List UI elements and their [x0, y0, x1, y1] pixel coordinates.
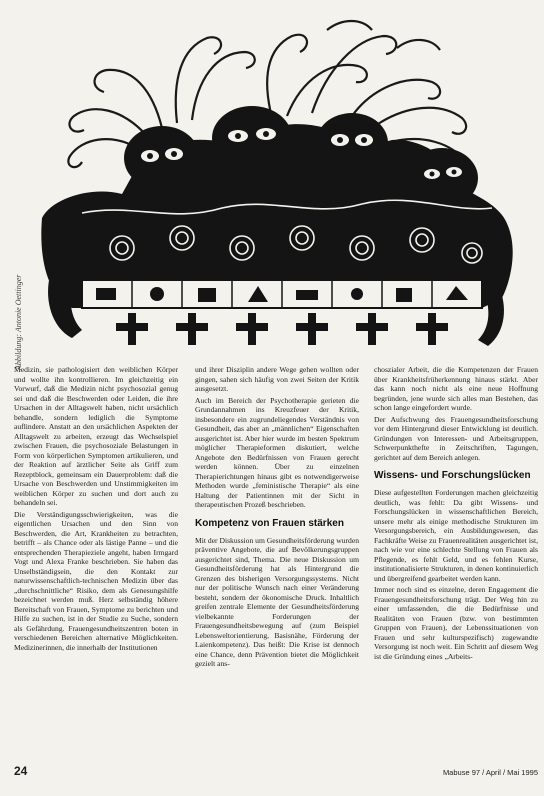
- paragraph: Auch im Bereich der Psychotherapie gerieten die Grundannahmen ins Kreuzfeuer der Kritik, insbesondere ein zugrundeliegendes Verständnis von Gesundheit, das aber an „männlichen“ Eigenschaften ausgerichtet ist. Aber hier wurde im besten Spektrum möglicher Therapieformen diskutiert, welche Angebote den Bedürfnissen von Frauen gerecht werden können. Über zu einzelnen Therapierichtungen hinaus gibt es notwendigerweise Methoden wurde „feministische Therapie“ als eine Haltung der Patientinnen mit der Sicht in therapeutischen Prozeß beschrieben.: [195, 395, 359, 509]
- paragraph: Diese aufgestellten Forderungen machen gleichzeitig deutlich, was fehlt: Da gibt Wissens- und Forschungslücken in wissenschaftlichen Bereich, unsere mehr als einige methodische Strukturen im Versorgungsbereich, ein Ausbildungswesen, das Fachkräfte Weise zu Frauenrealitäten ausgerichtet ist, nach wie vor eine schlechte Stellung von Frauen als Pflegende, es fehlt Geld, und es fehlen Kurse, institutionalisierte Strukturen, in denen kontinuierlich und übergreifend gearbeitet werden kann.: [374, 488, 538, 583]
- paragraph: choszialer Arbeit, die die Kompetenzen der Frauen über Krankheitsfrüherkennung hinaus stärkt. Aber das kann noch nicht als eine neue Hoffnung begründen, jene wurde sich alles man Bestehen, das schon lange eingefordert wurde.: [374, 365, 538, 412]
- bottom-panels: [82, 280, 482, 308]
- text-column-3: [374, 365, 538, 757]
- section-heading-kompetenz: Kompetenz von Frauen stärken: [195, 517, 344, 529]
- crosses: [116, 313, 448, 345]
- page-number: 24: [14, 764, 28, 778]
- paragraph: Mit der Diskussion um Gesundheitsförderung wurden präventive Angebote, die auf Bevölkerungsgruppen ausgerichtet sind, Thema. Die neue Diskussion um Gesundheitsförderung hat als Hintergrund die Grenzen des bisherigen Versorgungssystems. Nicht nur der politische Wunsch nach einer Veränderung besteht, sondern der ökonomische Druck. Inhaltlich greifen zentrale Elemente der Gesundheitsförderung vielbekannte Forderungen der Frauengesundheitsbewegung auf (zum Beispiel Lebensweltorientierung, Basisnähe, Förderung der Laienkompetenz). Das heißt: Die Krise ist dennoch eine Chance, denn Prävention bietet die Möglichkeit gezielt ans-: [195, 535, 359, 668]
- paragraph: Immer noch sind es einzelne, deren Engagement die Frauengesundheitsforschung trägt. Der Weg hin zu einer umfassenden, die die Bedürfnisse und Realitäten von Frauen (bzw. von bestimmten Gruppen von Frauen), der Lebenssituationen von Frauen und sehr kulturspezifisch) zugewandte Versorgung ist noch weit. Ein Schritt auf diesem Weg ist die Gründung eines „Arbeits-: [374, 585, 538, 661]
- paragraph: Die Verständigungsschwierigkeiten, was die eigentlichen Ursachen und den Sinn von Beschwerden, die Art, Krankheiten zu betrachten, betrifft – als Chance oder als lästige Panne – und die entsprechenden Therapieziele angeht, haben Irmgard Vogt und Alexa Franke beschrieben. Sie haben das Unselbständigsein, die den Kontakt zur naturwissenschaftlich-technischen Medizin über das „durchschnittliche“ Risiko, dem als Genesungshilfe bezeichnet werden muß. Herz selbständig höhere Bereitschaft von Frauen, Symptome zu berichten und Hilfe zu suchen, ist in der Studie zu Suche, sondern als Gefährdung. Frauengesundheitszentren boten in verschiedenen Bereichen alternative Möglichkeiten. Medizinerinnen, die innerhalb der Institutionen: [14, 509, 178, 652]
- paragraph: Medizin, sie pathologisiert den weiblichen Körper und wollte ihn kontrollieren. Im gleichzeitig ein Vorwurf, daß die Medizin nicht psychosozial genug sei und daß die Beschwerden oder Leiden, die ihre Ursachen in der Alltagswelt haben, nicht ursächlich behandle, sondern lediglich die Symptome auflindere. Anstatt an den ursächlichen Aspekten der Alltagswelt zu arbeiten, erzeugt das Wechselspiel zwischen Frauen, die psychosoziale Belastungen in Form von körperlichen Symptomen artikulieren, und der Reaktion auf ärztlicher Seite als Griff zum Rezeptblock, gemeinsam ein Dauerproblem: daß die Ursache von Beschwerden und Unstimmigkeiten im weiblichen Körper zu suchen und dort auch zu behandeln sei.: [14, 365, 178, 507]
- issue-line: Mabuse 97 / April / Mai 1995: [442, 768, 538, 777]
- text-column-1: [14, 365, 178, 757]
- text-column-2: [195, 365, 359, 757]
- illustration: [12, 8, 540, 360]
- illustration-credit: Abbildung: Antonie Oettinger: [14, 274, 23, 370]
- paragraph: und ihrer Disziplin andere Wege gehen wollten oder gingen, sahen sich häufig von zwei Seiten der Kritik ausgesetzt.: [195, 365, 359, 393]
- section-heading-wissenslucken: Wissens- und Forschungslücken: [374, 470, 531, 481]
- paragraph: Der Aufschwung des Frauengesundheitsforschung vor dem Hintergrund dieser Entwicklung ist deutlich. Gründungen von Interessen- und Arbeitsgruppen, Schwerpunkthefte in Zeitschriften, Tagungen, gerichtet auf dem Bereich anlegen.: [374, 414, 538, 462]
